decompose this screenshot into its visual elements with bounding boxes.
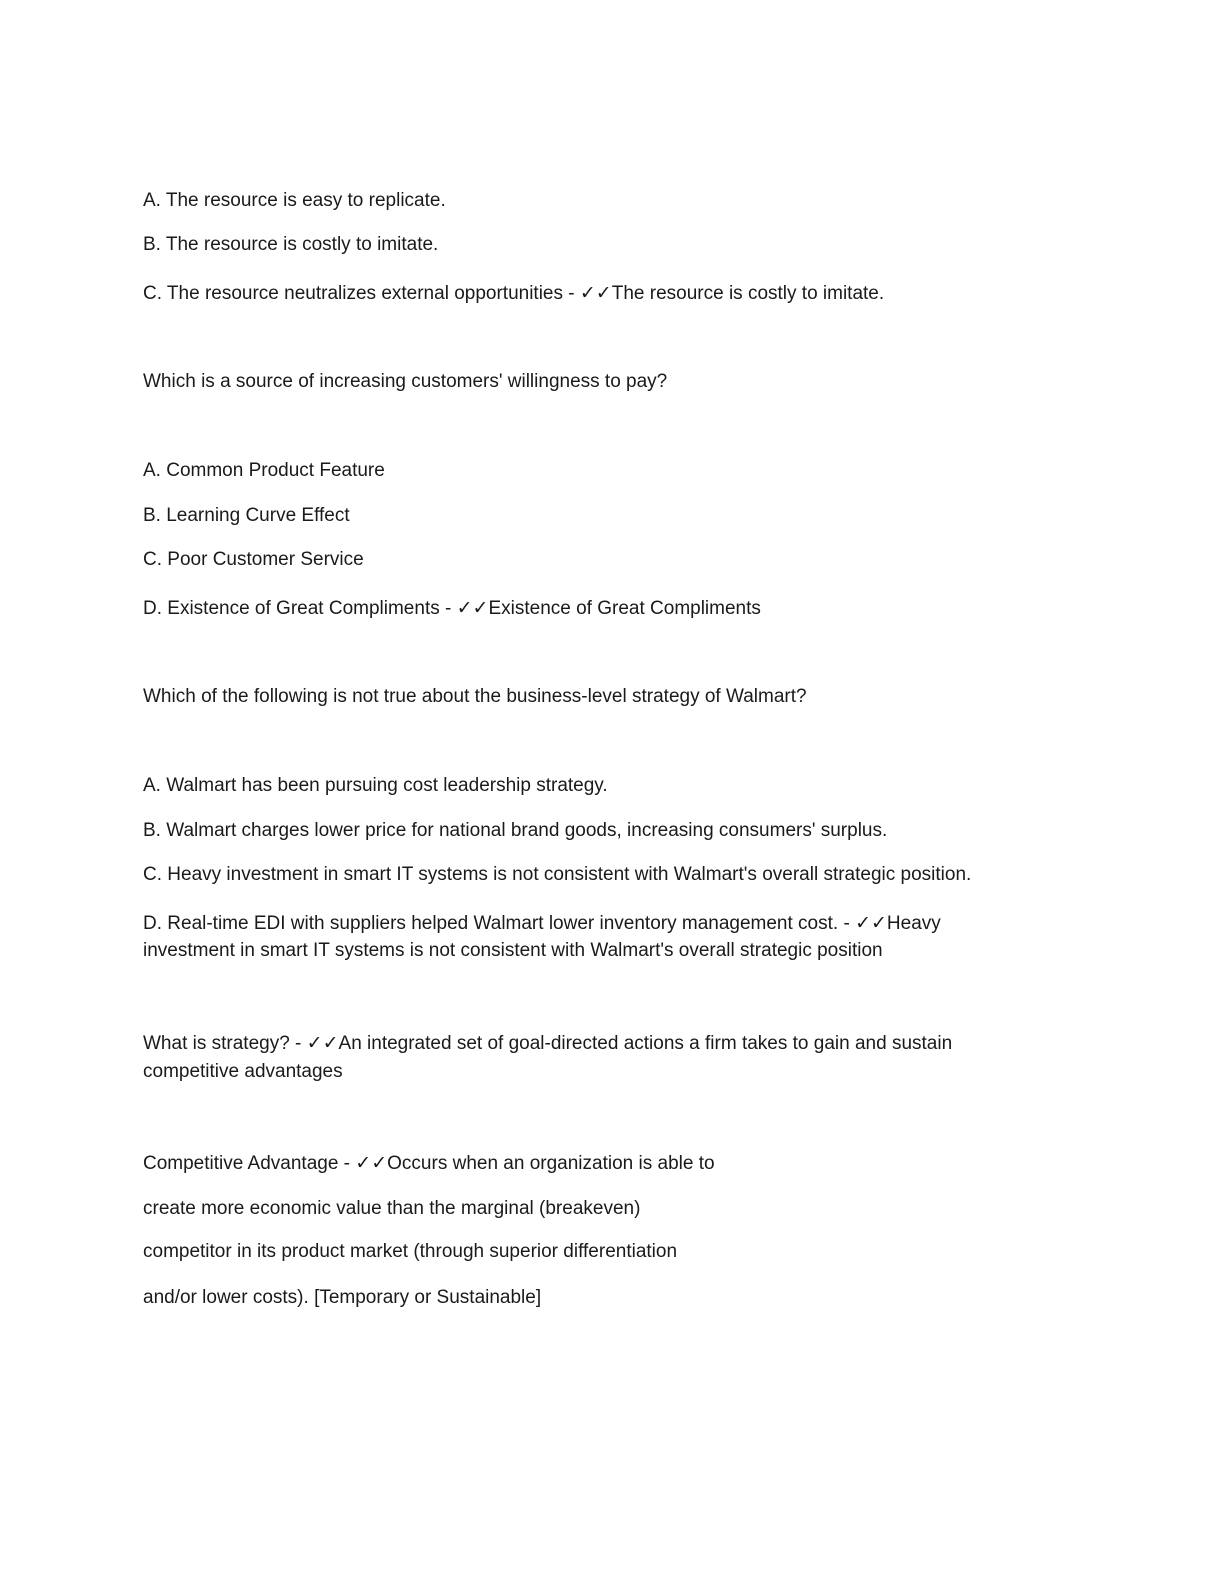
double-check-icon: ✓✓ <box>355 1152 388 1174</box>
q2-option-b: B. Learning Curve Effect <box>143 505 350 526</box>
q4-question: What is strategy? - ✓✓An integrated set of goal-directed actions a firm takes to gain and sustain <box>143 1032 953 1054</box>
q3-option-c: C. Heavy investment in smart IT systems is not consistent with Walmart's overall strategic position. <box>143 864 972 885</box>
q2-answer: Existence of Great Compliments <box>488 598 761 619</box>
q1-answer: The resource is costly to imitate. <box>611 283 885 304</box>
q3-answer-line2: investment in smart IT systems is not consistent with Walmart's overall strategic position <box>143 940 883 961</box>
q5-def-line4: and/or lower costs). [Temporary or Sustainable] <box>143 1287 542 1308</box>
q2-option-d: D. Existence of Great Compliments - ✓✓Existence of Great Compliments <box>143 597 761 619</box>
q1-option-a: A. The resource is easy to replicate. <box>143 190 446 211</box>
q3-option-d: D. Real-time EDI with suppliers helped Walmart lower inventory management cost. - ✓✓Heavy <box>143 912 941 934</box>
q2-question: Which is a source of increasing customers' willingness to pay? <box>143 371 668 392</box>
q5-def-line2: create more economic value than the marginal (breakeven) <box>143 1198 641 1219</box>
q5-def-line3: competitor in its product market (through superior differentiation <box>143 1241 678 1262</box>
q2-option-c: C. Poor Customer Service <box>143 549 364 570</box>
double-check-icon: ✓✓ <box>306 1032 339 1054</box>
q3-question: Which of the following is not true about the business-level strategy of Walmart? <box>143 686 807 707</box>
q2-option-a: A. Common Product Feature <box>143 460 385 481</box>
q1-option-c: C. The resource neutralizes external opportunities - ✓✓The resource is costly to imitate. <box>143 282 885 304</box>
q1-option-b: B. The resource is costly to imitate. <box>143 234 439 255</box>
q3-answer-line1: Heavy <box>886 913 941 934</box>
q3-option-b: B. Walmart charges lower price for national brand goods, increasing consumers' surplus. <box>143 820 888 841</box>
double-check-icon: ✓✓ <box>579 282 612 304</box>
q5-term: Competitive Advantage - ✓✓Occurs when an organization is able to <box>143 1152 715 1174</box>
q5-def-line1: Occurs when an organization is able to <box>387 1153 715 1174</box>
double-check-icon: ✓✓ <box>855 912 887 934</box>
q4-answer-line2: competitive advantages <box>143 1061 343 1082</box>
q4-answer-line1: An integrated set of goal-directed actions a firm takes to gain and sustain <box>338 1033 953 1054</box>
q3-option-a: A. Walmart has been pursuing cost leadership strategy. <box>143 775 608 796</box>
double-check-icon: ✓✓ <box>456 597 489 619</box>
